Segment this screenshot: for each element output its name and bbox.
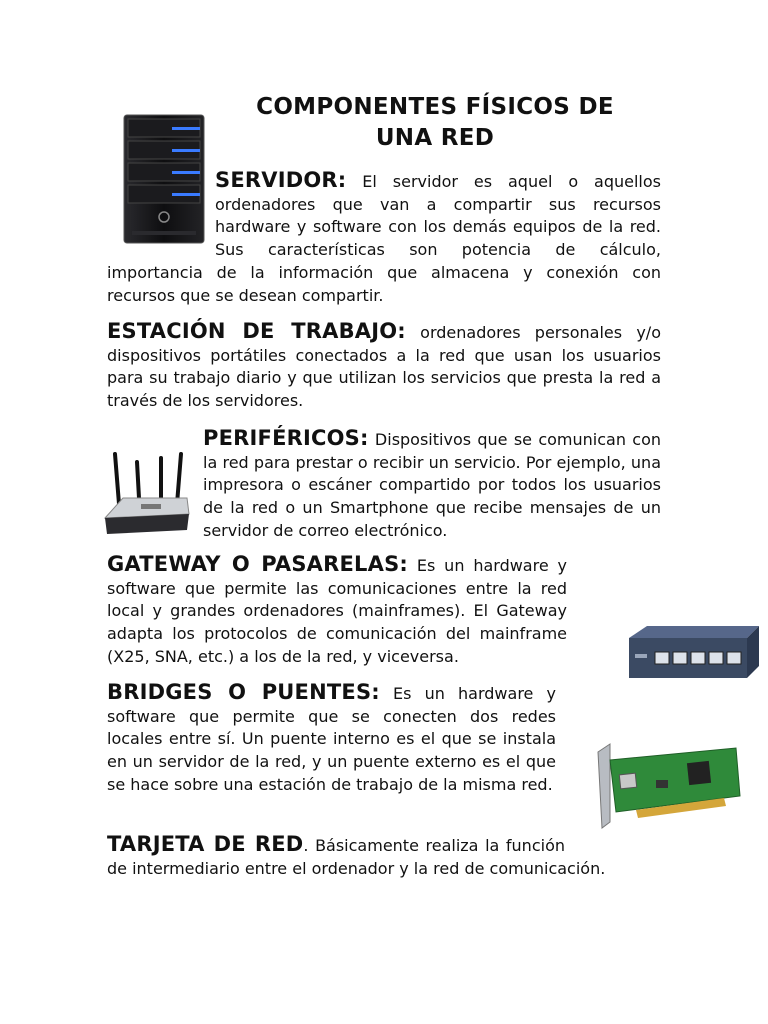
section-text: ordenadores personales y/o dispositivos portátiles conectados a la red que usan los usuarios para su trabajo diario y que utilizan los servicios que presta la red a través de los servidores. [107,323,661,411]
page-title-line-1: COMPONENTES FÍSICOS DE [256,94,614,120]
section-heading: SERVIDOR: [215,168,347,192]
section-text: Es un hardware y software que permite que se conecten dos redes locales entre sí. Un puente interno es el que se instala en un servidor de la red, y un puente externo es el que se hace sobre una estación de trabajo de la misma red. [107,684,556,794]
section-heading: GATEWAY O PASARELAS: [107,552,408,576]
section-heading: TARJETA DE RED [107,832,304,856]
float-spacer [107,169,215,260]
float-spacer [107,449,203,561]
section-heading: PERIFÉRICOS: [203,426,369,450]
section-text: . Básicamente realiza la función de intermediario entre el ordenador y la red de comunicación. [107,836,606,878]
section-servidor [107,169,661,307]
float-spacer [556,706,661,816]
section-text: Dispositivos que se comunican con la red para prestar o recibir un servicio. Por ejemplo, una impresora o escáner compartido por todos los usuarios de la red o un Smartphone que recibe mensajes de un servidor de correo electrónico. [203,430,662,540]
float-spacer [565,833,661,857]
float-spacer [567,621,661,669]
section-text: El servidor es aquel o aquellos ordenadores que van a compartir sus recursos hardware y software con los demás equipos de la red. Sus características son potencia de cálculo, importancia de la información que almacena y conexión con recursos que se desean compartir. [107,172,662,305]
section-heading: ESTACIÓN DE TRABAJO: [107,319,406,343]
section-estacion-de-trabajo [107,320,661,413]
section-perifericos [107,427,661,561]
page-title-line-2: UNA RED [375,125,495,151]
section-tarjeta-de-red [107,833,661,880]
section-gateway [107,553,661,669]
section-text: Es un hardware y software que permite las comunicaciones entre la red local y grandes ordenadores (mainframes). El Gateway adapta los protocolos de comunicación del mainframe (X25, SNA, etc.) a los de la red, y viceversa. [107,556,568,666]
section-heading: BRIDGES O PUENTES: [107,680,380,704]
page-title [215,92,655,154]
section-bridges [107,681,661,816]
